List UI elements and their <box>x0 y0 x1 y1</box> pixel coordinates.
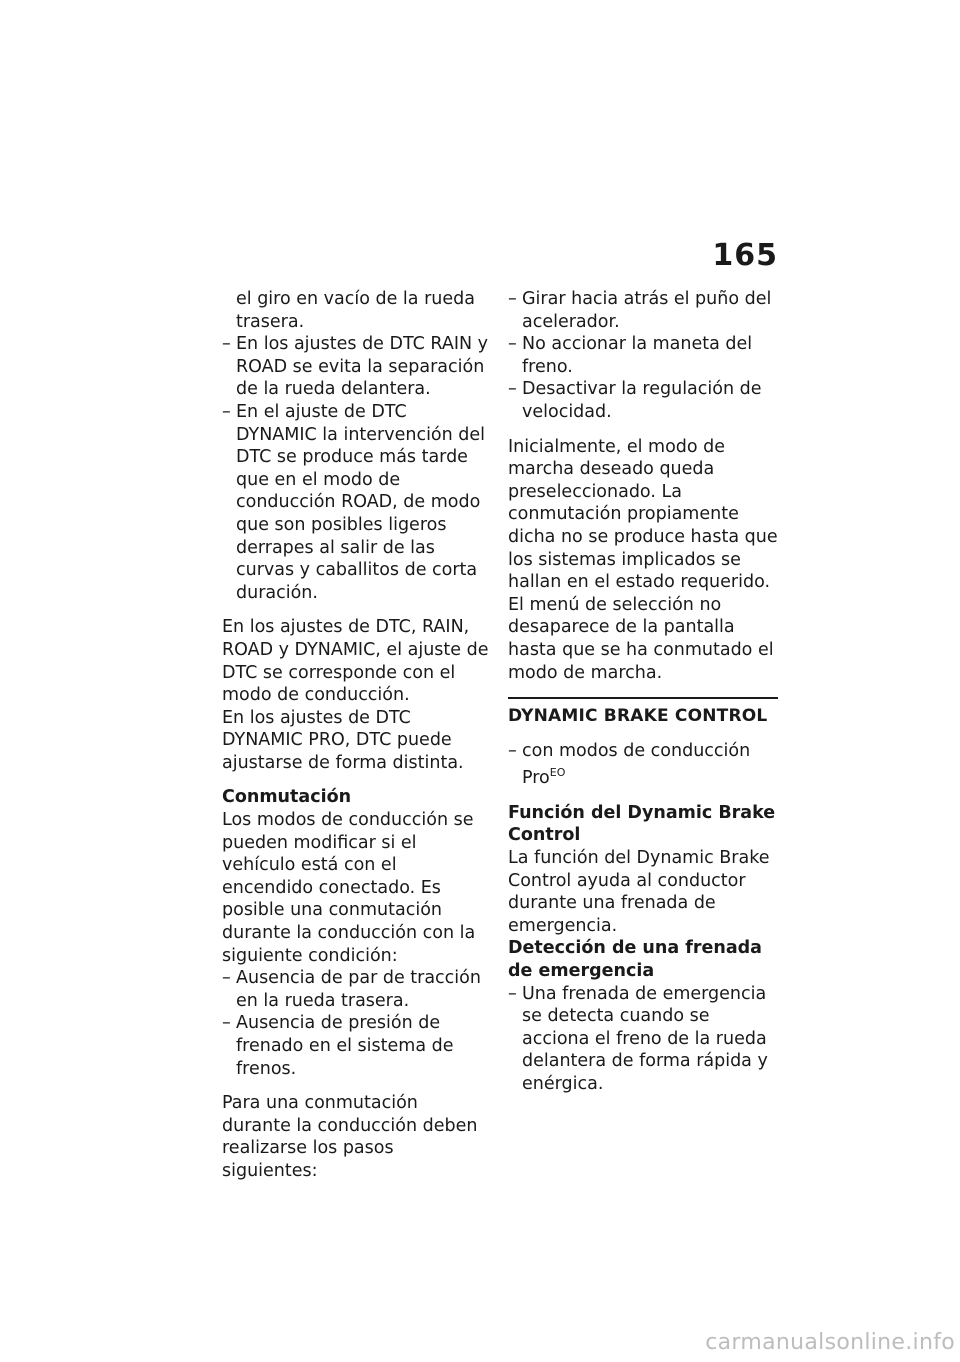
paragraph-steps-intro: Para una conmutación durante la conducción deben realizarse los pasos siguientes: <box>222 1093 478 1181</box>
heading-deteccion: Detección de una frenada de emergencia <box>508 938 762 982</box>
list-item-condition-traction: – Ausencia de par de tracción en la rueda trasera. <box>222 967 492 1012</box>
list-item-step-throttle: – Girar hacia atrás el puño del acelerador. <box>508 288 778 333</box>
equipment-superscript: EO <box>549 766 566 780</box>
heading-funcion: Función del Dynamic Brake Control <box>508 802 776 846</box>
paragraph-dtc-modes: En los ajustes de DTC, RAIN, ROAD y DYNAMIC, el ajuste de DTC se corresponde con el modo de conducción. <box>222 617 489 706</box>
paragraph-selection-menu: El menú de selección no desaparece de la pantalla hasta que se ha conmutado el modo de marcha. <box>508 594 774 683</box>
paragraph-preselection: Inicialmente, el modo de marcha deseado queda preseleccionado. La conmutación propiamente dicha no se produce hasta que los sistemas implicados se hallan en el estado requerido. <box>508 436 778 593</box>
right-column <box>508 288 778 1096</box>
equipment-text: con modos de conducción Pro <box>522 740 751 789</box>
list-item-dtc-rain-road: – En los ajustes de DTC RAIN y ROAD se evita la separación de la rueda delantera. <box>222 333 492 401</box>
list-item-dtc-dynamic: – En el ajuste de DTC DYNAMIC la intervención del DTC se produce más tarde que en el modo de conducción ROAD, de modo que son posibles ligeros derrapes al salir de las curvas y caballitos de corta duración. <box>222 401 492 604</box>
watermark: carmanualsonline.info <box>705 1330 955 1355</box>
list-item-continuation: el giro en vacío de la rueda trasera. <box>236 289 475 332</box>
list-item-detection: – Una frenada de emergencia se detecta cuando se acciona el freno de la rueda delantera de forma rápida y enérgica. <box>508 983 778 1096</box>
section-title-dynamic-brake-control: DYNAMIC BRAKE CONTROL <box>508 697 778 728</box>
list-item-equipment <box>508 740 778 790</box>
paragraph-funcion: La función del Dynamic Brake Control ayuda al conductor durante una frenada de emergencia. <box>508 848 770 936</box>
left-column <box>222 288 492 1183</box>
paragraph-conmutacion: Los modos de conducción se pueden modificar si el vehículo está con el encendido conectado. Es posible una conmutación durante la conducción con la siguiente condición: <box>222 810 476 966</box>
heading-conmutacion: Conmutación <box>222 787 352 808</box>
list-item-condition-brake: – Ausencia de presión de frenado en el sistema de frenos. <box>222 1012 492 1080</box>
paragraph-dtc-dynamic-pro: En los ajustes de DTC DYNAMIC PRO, DTC puede ajustarse de forma distinta. <box>222 707 464 773</box>
list-item-step-brake-lever: – No accionar la maneta del freno. <box>508 333 778 378</box>
list-item-step-cruise: – Desactivar la regulación de velocidad. <box>508 378 778 423</box>
page-number: 165 <box>712 238 778 273</box>
